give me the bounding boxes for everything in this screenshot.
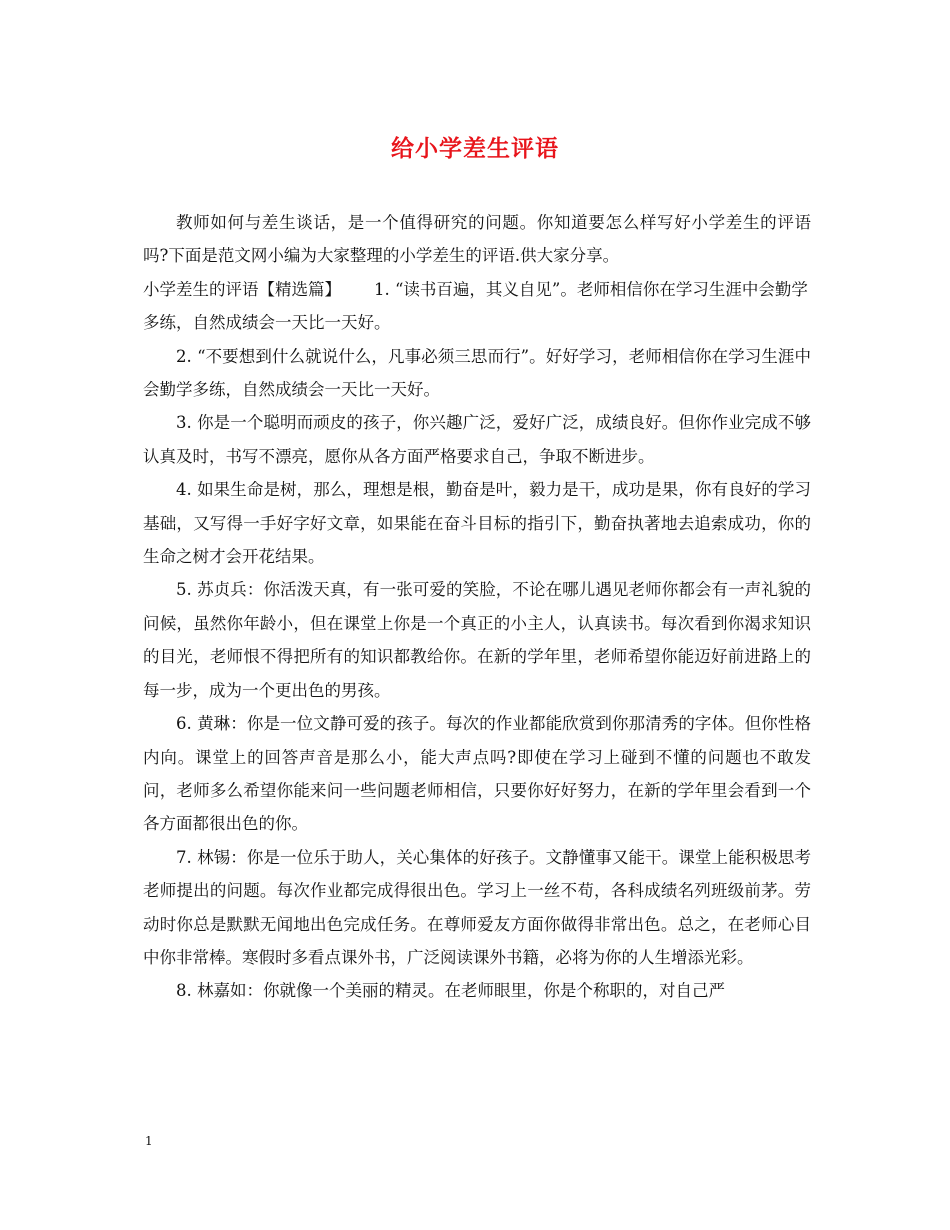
comment-item-4: 4. 如果生命是树，那么，理想是根，勤奋是叶，毅力是干，成功是果，你有良好的学习基础，又写得一手好字好文章，如果能在奋斗目标的指引下，勤奋执著地去追索成功，你的生命之树才会开花结果。	[143, 480, 811, 567]
comment-item-7: 7. 林锡：你是一位乐于助人，关心集体的好孩子。文静懂事又能干。课堂上能积极思考老师提出的问题。每次作业都完成得很出色。学习上一丝不苟，各科成绩名列班级前茅。劳动时你总是默默无闻地出色完成任务。在尊师爱友方面你做得非常出色。总之，在老师心目中你非常棒。寒假时多看点课外书，广泛阅读课外书籍，必将为你的人生增添光彩。	[143, 847, 811, 967]
comment-item-6: 6. 黄琳：你是一位文静可爱的孩子。每次的作业都能欣赏到你那清秀的字体。但你性格内向。课堂上的回答声音是那么小，能大声点吗?即使在学习上碰到不懂的问题也不敢发问，老师多么希望你能来问一些问题老师相信，只要你好好努力，在新的学年里会看到一个各方面都很出色的你。	[143, 714, 811, 834]
document-body	[143, 206, 811, 1008]
comment-item-1: 1. “读书百遍，其义自见”。老师相信你在学习生涯中会勤学多练，自然成绩会一天比一天好。	[143, 279, 808, 333]
comment-item-2: 2. “不要想到什么就说什么，凡事必须三思而行”。好好学习，老师相信你在学习生涯中会勤学多练，自然成绩会一天比一天好。	[143, 346, 811, 400]
page-number: 1	[145, 1134, 153, 1148]
comment-item-3: 3. 你是一个聪明而顽皮的孩子，你兴趣广泛，爱好广泛，成绩良好。但你作业完成不够认真及时，书写不漂亮，愿你从各方面严格要求自己，争取不断进步。	[143, 413, 811, 466]
intro-paragraph: 教师如何与差生谈话，是一个值得研究的问题。你知道要怎么样写好小学差生的评语吗?下面是范文网小编为大家整理的小学差生的评语.供大家分享。	[143, 213, 811, 266]
section-heading: 小学差生的评语【精选篇】	[143, 279, 341, 299]
comment-item-5: 5. 苏贞兵：你活泼天真，有一张可爱的笑脸，不论在哪儿遇见老师你都会有一声礼貌的问候，虽然你年龄小，但在课堂上你是一个真正的小主人，认真读书。每次看到你渴求知识的目光，老师恨不得把所有的知识都教给你。在新的学年里，老师希望你能迈好前进路上的每一步，成为一个更出色的男孩。	[143, 580, 811, 700]
document-title: 给小学差生评语	[391, 135, 559, 162]
section-paragraph	[143, 273, 811, 340]
comment-item-8: 8. 林嘉如：你就像一个美丽的精灵。在老师眼里，你是个称职的，对自己严	[176, 981, 725, 1001]
